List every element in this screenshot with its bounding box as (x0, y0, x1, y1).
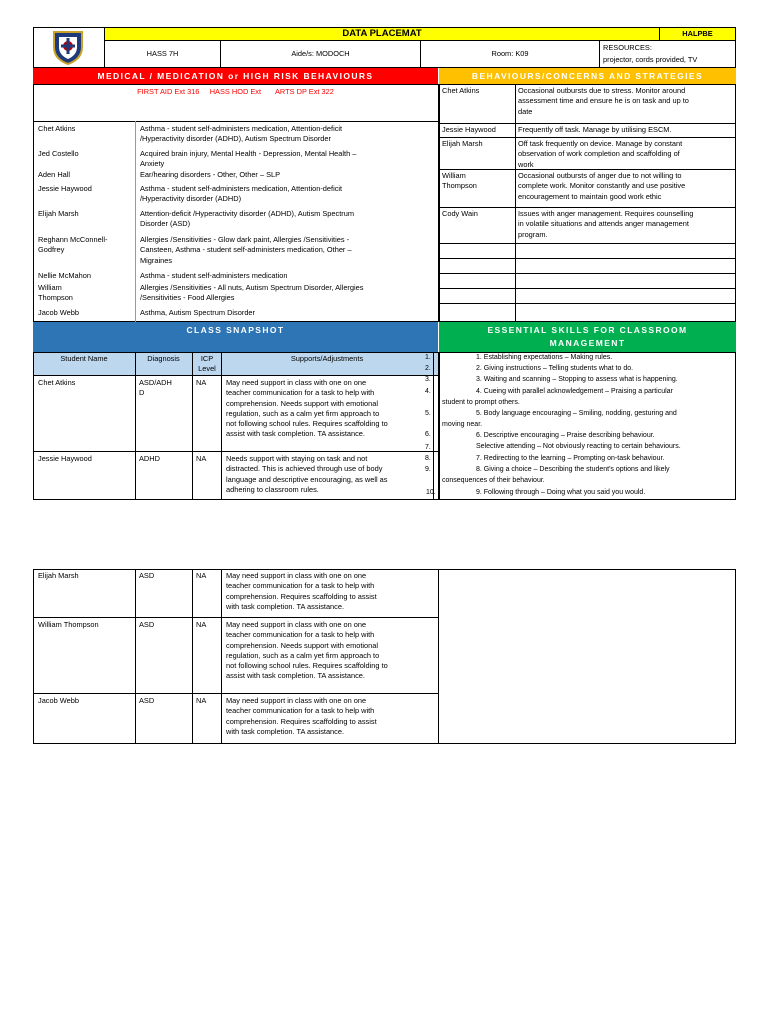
skill-item: 2. Giving instructions – Telling students what to do. (476, 365, 634, 372)
skill-item: student to prompt others. (442, 399, 520, 406)
skill-number: 3. (425, 376, 431, 383)
medical-student-detail: Acquired brain injury, Mental Health - Depression, Mental Health – Anxiety (140, 149, 357, 169)
skill-number: 2. (425, 365, 431, 372)
snapshot-diagnosis: ASD (139, 620, 155, 629)
skill-item: 8. Giving a choice – Describing the student's options and likely (476, 466, 670, 473)
behaviour-student-name: Elijah Marsh (442, 139, 483, 148)
col-supports: Supports/Adjustments (290, 354, 364, 363)
resources-label: RESOURCES: (603, 43, 652, 52)
skill-item: 3. Waiting and scanning – Stopping to assess what is happening. (476, 376, 678, 383)
snapshot-icp-level: NA (196, 571, 207, 580)
snapshot-icp-level: NA (196, 454, 207, 463)
snapshot-supports: May need support in class with one on one teacher communication for a task to help with comprehension. Requires scaffolding to assist with task completion. TA assistance. (226, 696, 377, 736)
snapshot-diagnosis: ASD/ADH D (139, 378, 172, 398)
snapshot-icp-level: NA (196, 620, 207, 629)
col-student-name: Student Name (60, 354, 108, 363)
snapshot-student-name: Chet Atkins (38, 378, 76, 387)
snapshot-diagnosis: ASD (139, 696, 155, 705)
skill-number: 6. (425, 431, 431, 438)
medical-student-detail: Asthma - student self-administers medication, Attention-deficit /Hyperactivity disorder (ADHD) (140, 184, 343, 204)
medical-student-name: Nellie McMahon (38, 271, 91, 280)
contacts-line: FIRST AID Ext 316 HASS HOD Ext ARTS DP Ext 322 (137, 87, 334, 96)
medical-student-name: Elijah Marsh (38, 209, 79, 218)
page-title: DATA PLACEMAT (342, 28, 422, 39)
skills-box-continued (438, 569, 736, 744)
behaviour-strategy: Off task frequently on device. Manage by constant observation of work completion and scaffolding of work (518, 139, 683, 169)
skill-item: 1. Establishing expectations – Making rules. (476, 354, 613, 361)
skill-item: Selective attending – Not obviously reacting to certain behaviours. (476, 443, 681, 450)
behaviour-student-name: William Thompson (442, 171, 477, 191)
aides-text: Aide/s: MODOCH (291, 49, 350, 58)
medical-student-name: William Thompson (38, 283, 73, 303)
snapshot-diagnosis: ADHD (139, 454, 160, 463)
medical-student-detail: Asthma - student self-administers medication, Attention-deficit /Hyperactivity disorder (ADHD), Autism Spectrum Disorder (140, 124, 343, 144)
col-diagnosis: Diagnosis (147, 354, 180, 363)
snapshot-supports: May need support in class with one on one teacher communication for a task to help with comprehension. Needs support with emotional regulation, such as a calm yet firm approach to not following school rules. Requires scaffolding to assist with task completion. TA assistance. (226, 620, 388, 681)
skill-item: 9. Following through – Doing what you said you would. (476, 489, 646, 496)
medical-heading: MEDICAL / MEDICATION or HIGH RISK BEHAVIOURS (97, 71, 374, 81)
medical-student-name: Jacob Webb (38, 308, 79, 317)
behaviour-student-name: Cody Wain (442, 209, 478, 218)
medical-student-name: Chet Atkins (38, 124, 76, 133)
snapshot-supports: Needs support with staying on task and not distracted. This is achieved through use of body language and descriptive encouraging, as well as adhering to classroom rules. (226, 454, 388, 494)
medical-student-detail: Asthma, Autism Spectrum Disorder (140, 308, 256, 317)
medical-student-detail: Ear/hearing disorders - Other, Other – SLP (140, 170, 281, 179)
medical-student-name: Jessie Haywood (38, 184, 92, 193)
medical-student-name: Aden Hall (38, 170, 71, 179)
snapshot-student-name: Jessie Haywood (38, 454, 92, 463)
snapshot-supports: May need support in class with one on one teacher communication for a task to help with comprehension. Needs support with emotional regulation, such as a calm yet firm approach to not following school rules. Requires scaffolding to assist with task completion. TA assistance. (226, 378, 388, 439)
medical-student-detail: Allergies /Sensitivities - All nuts, Autism Spectrum Disorder, Allergies /Sensitivities - Food Allergies (140, 283, 364, 303)
behaviour-strategy: Occasional outbursts of anger due to not willing to complete work. Monitor constantly and use positive encouragement to maintain good work ethic (518, 171, 686, 201)
skill-item: 5. Body language encouraging – Smiling, nodding, gesturing and (476, 410, 677, 417)
snapshot-student-name: Elijah Marsh (38, 571, 79, 580)
medical-student-detail: Attention-deficit /Hyperactivity disorder (ADHD), Autism Spectrum Disorder (ASD) (140, 209, 354, 229)
class-name: HASS 7H (146, 49, 179, 58)
skill-number: 8. (425, 455, 431, 462)
snapshot-icp-level: NA (196, 378, 207, 387)
medical-student-name: Reghann McConnell- Godfrey (38, 235, 108, 255)
skill-number: 10. (426, 489, 436, 496)
snapshot-diagnosis: ASD (139, 571, 155, 580)
class-code: HALPBE (682, 29, 713, 38)
snapshot-heading: CLASS SNAPSHOT (186, 325, 285, 335)
skill-item: 6. Descriptive encouraging – Praise describing behaviour. (476, 432, 655, 439)
behaviours-heading: BEHAVIOURS/CONCERNS AND STRATEGIES (471, 71, 704, 81)
behaviour-student-name: Chet Atkins (442, 86, 480, 95)
skill-number: 9. (425, 466, 431, 473)
skill-item: consequences of their behaviour. (442, 477, 545, 484)
medical-student-detail: Asthma - student self-administers medication (140, 271, 288, 280)
snapshot-icp-level: NA (196, 696, 207, 705)
school-crest-icon (50, 29, 86, 66)
behaviour-strategy: Issues with anger management. Requires counselling in volatile situations and attends anger management program. (518, 209, 694, 239)
skill-item: 7. Redirecting to the learning – Prompting on-task behaviour. (476, 455, 665, 462)
skill-number: 4. (425, 388, 431, 395)
skills-heading: ESSENTIAL SKILLS FOR CLASSROOM MANAGEMENT (487, 325, 688, 348)
medical-student-detail: Allergies /Sensitivities - Glow dark paint, Allergies /Sensitivities - Cansteen, Asthma - student self-administers medication, Other – Migraines (140, 235, 352, 265)
behaviour-strategy: Frequently off task. Manage by utilising ESCM. (518, 125, 672, 134)
skill-number: 7. (425, 444, 431, 451)
behaviour-student-name: Jessie Haywood (442, 125, 496, 134)
behaviours-table (439, 84, 736, 322)
snapshot-student-name: Jacob Webb (38, 696, 79, 705)
snapshot-supports: May need support in class with one on one teacher communication for a task to help with comprehension. Requires scaffolding to assist with task completion. TA assistance. (226, 571, 377, 611)
skill-number: 5. (425, 410, 431, 417)
skill-item: 4. Cueing with parallel acknowledgement – Praising a particular (476, 388, 673, 395)
skill-number: 1. (425, 354, 431, 361)
col-icp-level: ICP Level (198, 354, 216, 374)
resources-value: projector, cords provided, TV (603, 55, 698, 64)
room-text: Room: K09 (491, 49, 529, 58)
skill-item: moving near. (442, 421, 483, 428)
behaviour-strategy: Occasional outbursts due to stress. Monitor around assessment time and ensure he is on task and up to date (518, 86, 689, 116)
medical-student-name: Jed Costello (38, 149, 79, 158)
snapshot-student-name: William Thompson (38, 620, 99, 629)
